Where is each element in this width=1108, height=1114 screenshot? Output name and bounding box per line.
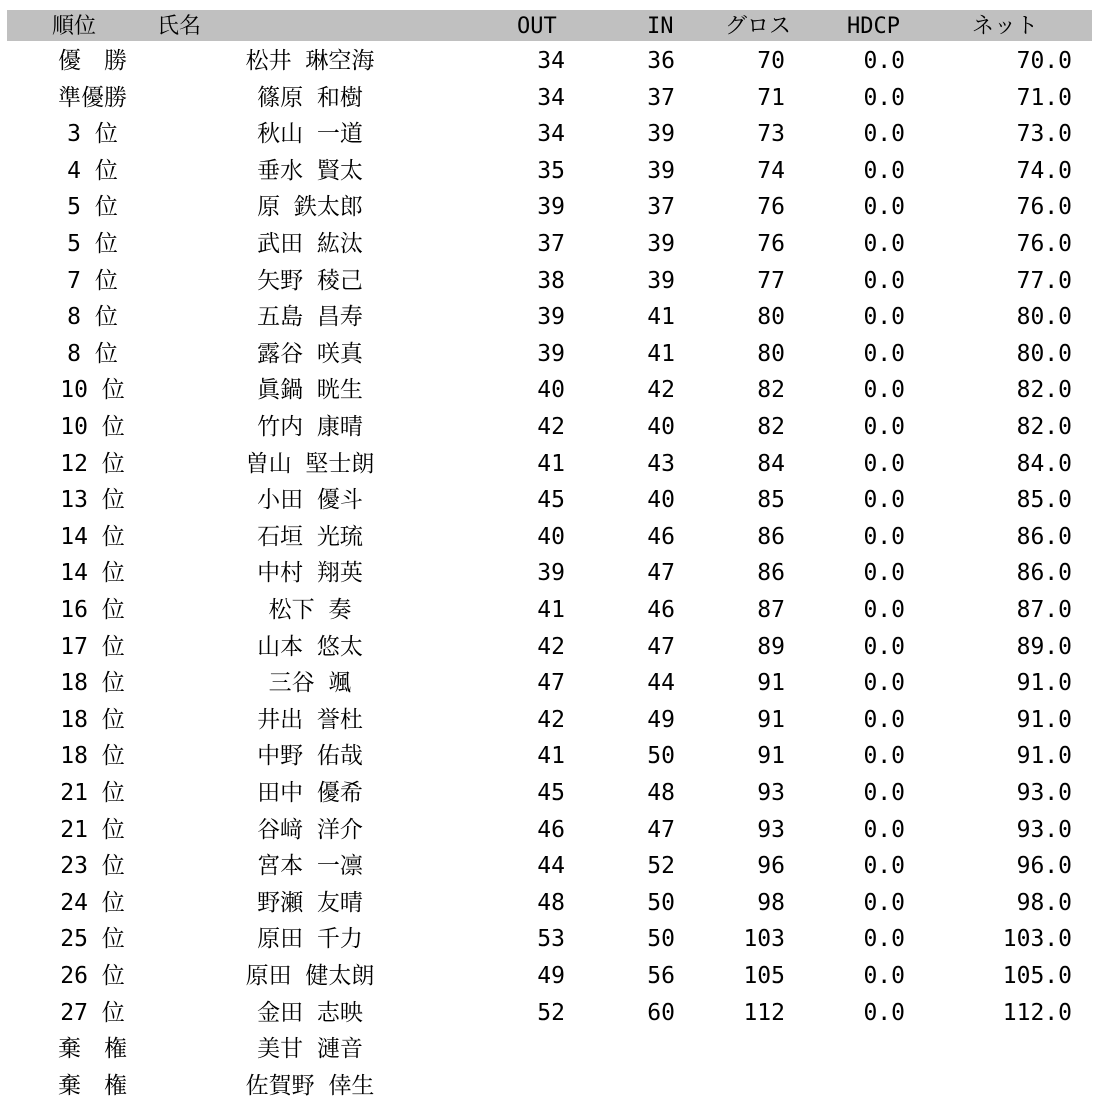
cell-net: 76.0	[1016, 194, 1072, 221]
table-row	[0, 665, 1108, 701]
cell-name: 中野 佑哉	[257, 743, 363, 770]
cell-net: 86.0	[1016, 523, 1072, 550]
cell-in: 37	[647, 194, 675, 221]
cell-out: 46	[537, 816, 565, 843]
cell-name: 垂水 賢太	[257, 157, 363, 184]
cell-hdcp: 0.0	[863, 487, 905, 514]
cell-hdcp: 0.0	[863, 267, 905, 294]
cell-rank: 8 位	[67, 304, 118, 331]
cell-in: 49	[647, 706, 675, 733]
cell-hdcp: 0.0	[863, 194, 905, 221]
header-name: 氏名	[157, 14, 202, 39]
cell-rank: 10 位	[60, 377, 125, 404]
cell-rank: 17 位	[60, 633, 125, 660]
cell-hdcp: 0.0	[863, 853, 905, 880]
cell-gross: 85	[757, 487, 785, 514]
cell-rank: 14 位	[60, 523, 125, 550]
cell-out: 44	[537, 853, 565, 880]
cell-hdcp: 0.0	[863, 706, 905, 733]
cell-net: 70.0	[1016, 48, 1072, 74]
cell-hdcp: 0.0	[863, 414, 905, 440]
cell-rank: 優 勝	[58, 48, 127, 74]
cell-in: 39	[647, 121, 675, 148]
cell-in: 40	[647, 487, 675, 514]
cell-name: 原田 千力	[257, 926, 363, 953]
cell-out	[470, 1031, 565, 1067]
cell-out: 39	[537, 304, 565, 331]
cell-in: 37	[647, 84, 675, 111]
cell-net: 112.0	[1002, 999, 1072, 1026]
table-row	[0, 409, 1108, 445]
cell-rank: 5 位	[67, 231, 118, 257]
cell-in: 56	[647, 963, 675, 989]
table-row	[0, 299, 1108, 335]
cell-gross: 80	[757, 304, 785, 331]
cell-out: 45	[537, 780, 565, 806]
cell-in: 39	[647, 231, 675, 257]
cell-hdcp: 0.0	[863, 121, 905, 148]
cell-net: 93.0	[1016, 780, 1072, 806]
cell-net: 96.0	[1016, 853, 1072, 880]
cell-rank: 27 位	[60, 999, 125, 1026]
cell-gross: 91	[757, 706, 785, 733]
table-row	[0, 519, 1108, 555]
cell-hdcp: 0.0	[863, 670, 905, 697]
cell-name: 井出 誉杜	[257, 706, 363, 733]
cell-gross: 86	[757, 523, 785, 550]
cell-net: 91.0	[1016, 670, 1072, 697]
cell-name: 中村 翔英	[257, 560, 363, 587]
cell-net: 82.0	[1016, 414, 1072, 440]
cell-out: 39	[537, 194, 565, 221]
cell-name: 原 鉄太郎	[257, 194, 363, 221]
cell-hdcp: 0.0	[863, 780, 905, 806]
header-gross: グロス	[725, 14, 792, 39]
cell-out: 52	[537, 999, 565, 1026]
cell-gross	[690, 1068, 785, 1104]
table-row	[0, 812, 1108, 848]
cell-rank: 25 位	[60, 926, 125, 953]
cell-gross: 84	[757, 450, 785, 477]
cell-gross: 82	[757, 414, 785, 440]
cell-gross: 93	[757, 816, 785, 843]
cell-gross: 91	[757, 743, 785, 770]
cell-out: 35	[537, 157, 565, 184]
cell-name: 山本 悠太	[257, 633, 363, 660]
table-row	[0, 1068, 1108, 1104]
cell-rank: 18 位	[60, 706, 125, 733]
cell-in: 44	[647, 670, 675, 697]
cell-name: 佐賀野 倖生	[245, 1072, 375, 1099]
cell-rank: 23 位	[60, 853, 125, 880]
cell-in: 47	[647, 633, 675, 660]
cell-hdcp: 0.0	[863, 157, 905, 184]
cell-rank: 21 位	[60, 816, 125, 843]
cell-net: 74.0	[1016, 157, 1072, 184]
cell-name: 宮本 一凛	[257, 853, 363, 880]
cell-gross: 80	[757, 340, 785, 367]
cell-out	[470, 1068, 565, 1104]
table-row	[0, 775, 1108, 811]
cell-in: 60	[647, 999, 675, 1026]
cell-hdcp: 0.0	[863, 84, 905, 111]
cell-in: 47	[647, 560, 675, 587]
cell-net: 85.0	[1016, 487, 1072, 514]
cell-net: 76.0	[1016, 231, 1072, 257]
cell-hdcp: 0.0	[863, 377, 905, 404]
cell-rank: 21 位	[60, 780, 125, 806]
cell-rank: 棄 権	[58, 1036, 127, 1063]
cell-hdcp: 0.0	[863, 231, 905, 257]
cell-rank: 4 位	[67, 157, 118, 184]
cell-net: 91.0	[1016, 743, 1072, 770]
cell-out: 48	[537, 889, 565, 916]
cell-net	[930, 1031, 1072, 1067]
cell-net	[930, 1068, 1072, 1104]
cell-gross: 73	[757, 121, 785, 148]
cell-in: 41	[647, 304, 675, 331]
cell-gross: 82	[757, 377, 785, 404]
cell-out: 34	[537, 121, 565, 148]
cell-gross: 74	[757, 157, 785, 184]
cell-net: 84.0	[1016, 450, 1072, 477]
cell-out: 42	[537, 706, 565, 733]
cell-name: 石垣 光琉	[257, 523, 363, 550]
table-row	[0, 1031, 1108, 1067]
cell-hdcp: 0.0	[863, 340, 905, 367]
cell-rank: 準優勝	[58, 84, 127, 111]
cell-out: 41	[537, 450, 565, 477]
cell-gross: 86	[757, 560, 785, 587]
cell-in	[580, 1068, 675, 1104]
cell-rank: 3 位	[67, 121, 118, 148]
cell-in: 52	[647, 853, 675, 880]
cell-gross: 112	[743, 999, 785, 1026]
cell-net: 87.0	[1016, 597, 1072, 623]
cell-name: 田中 優希	[257, 780, 363, 806]
cell-gross: 105	[743, 963, 785, 989]
cell-out: 45	[537, 487, 565, 514]
cell-net: 89.0	[1016, 633, 1072, 660]
cell-net: 80.0	[1016, 340, 1072, 367]
cell-name: 曽山 堅士朗	[245, 450, 375, 477]
table-row	[0, 702, 1108, 738]
header-in: IN	[647, 14, 674, 39]
cell-rank: 12 位	[60, 450, 125, 477]
cell-hdcp: 0.0	[863, 743, 905, 770]
cell-out: 40	[537, 377, 565, 404]
cell-hdcp: 0.0	[863, 450, 905, 477]
cell-gross: 76	[757, 231, 785, 257]
cell-hdcp: 0.0	[863, 560, 905, 587]
header-out: OUT	[517, 14, 557, 39]
cell-name: 原田 健太朗	[245, 963, 375, 989]
table-row	[0, 446, 1108, 482]
cell-gross: 76	[757, 194, 785, 221]
cell-in: 48	[647, 780, 675, 806]
cell-out: 53	[537, 926, 565, 953]
cell-gross: 98	[757, 889, 785, 916]
cell-gross: 91	[757, 670, 785, 697]
cell-name: 小田 優斗	[257, 487, 363, 514]
cell-in: 41	[647, 340, 675, 367]
cell-gross: 89	[757, 633, 785, 660]
cell-out: 38	[537, 267, 565, 294]
cell-net: 91.0	[1016, 706, 1072, 733]
cell-net: 103.0	[1002, 926, 1072, 953]
table-row	[0, 116, 1108, 152]
cell-net: 93.0	[1016, 816, 1072, 843]
cell-hdcp	[800, 1068, 905, 1104]
cell-out: 49	[537, 963, 565, 989]
table-row	[0, 629, 1108, 665]
cell-name: 谷﨑 洋介	[257, 816, 363, 843]
cell-hdcp: 0.0	[863, 597, 905, 623]
table-row	[0, 153, 1108, 189]
table-row	[0, 482, 1108, 518]
cell-gross: 70	[757, 48, 785, 74]
cell-net: 73.0	[1016, 121, 1072, 148]
table-header	[7, 10, 1092, 41]
table-row	[0, 555, 1108, 591]
cell-out: 34	[537, 48, 565, 74]
cell-name: 五島 昌寿	[257, 304, 363, 331]
cell-in: 50	[647, 889, 675, 916]
cell-in: 46	[647, 523, 675, 550]
cell-in	[580, 1031, 675, 1067]
cell-net: 77.0	[1016, 267, 1072, 294]
cell-rank: 7 位	[67, 267, 118, 294]
cell-net: 82.0	[1016, 377, 1072, 404]
table-row	[0, 738, 1108, 774]
cell-net: 98.0	[1016, 889, 1072, 916]
cell-gross: 71	[757, 84, 785, 111]
cell-rank: 18 位	[60, 670, 125, 697]
table-row	[0, 80, 1108, 116]
cell-out: 41	[537, 743, 565, 770]
cell-in: 43	[647, 450, 675, 477]
table-row	[0, 336, 1108, 372]
cell-in: 47	[647, 816, 675, 843]
table-row	[0, 226, 1108, 262]
cell-name: 竹内 康晴	[257, 414, 363, 440]
cell-rank: 5 位	[67, 194, 118, 221]
header-rank: 順位	[52, 14, 97, 39]
cell-in: 50	[647, 743, 675, 770]
cell-name: 三谷 颯	[268, 670, 352, 697]
cell-out: 42	[537, 633, 565, 660]
cell-rank: 13 位	[60, 487, 125, 514]
table-row	[0, 921, 1108, 957]
cell-hdcp: 0.0	[863, 926, 905, 953]
cell-name: 美甘 漣音	[257, 1036, 363, 1063]
cell-name: 篠原 和樹	[257, 84, 363, 111]
cell-name: 松下 奏	[268, 597, 352, 623]
cell-hdcp: 0.0	[863, 999, 905, 1026]
cell-name: 矢野 稜己	[257, 267, 363, 294]
cell-in: 40	[647, 414, 675, 440]
cell-rank: 18 位	[60, 743, 125, 770]
table-row	[0, 189, 1108, 225]
cell-gross	[690, 1031, 785, 1067]
table-row	[0, 885, 1108, 921]
table-row	[0, 958, 1108, 994]
header-hdcp: HDCP	[847, 14, 900, 39]
table-row	[0, 848, 1108, 884]
cell-net: 86.0	[1016, 560, 1072, 587]
cell-rank: 10 位	[60, 414, 125, 440]
cell-rank: 棄 権	[58, 1072, 127, 1099]
cell-name: 露谷 咲真	[257, 340, 363, 367]
cell-name: 野瀬 友晴	[257, 889, 363, 916]
cell-out: 37	[537, 231, 565, 257]
cell-out: 40	[537, 523, 565, 550]
cell-in: 36	[647, 48, 675, 74]
cell-out: 47	[537, 670, 565, 697]
cell-name: 金田 志映	[257, 999, 363, 1026]
cell-hdcp: 0.0	[863, 633, 905, 660]
cell-net: 105.0	[1002, 963, 1072, 989]
cell-gross: 77	[757, 267, 785, 294]
cell-in: 46	[647, 597, 675, 623]
cell-gross: 87	[757, 597, 785, 623]
cell-hdcp: 0.0	[863, 304, 905, 331]
cell-out: 39	[537, 560, 565, 587]
cell-hdcp	[800, 1031, 905, 1067]
cell-rank: 24 位	[60, 889, 125, 916]
cell-net: 71.0	[1016, 84, 1072, 111]
cell-out: 42	[537, 414, 565, 440]
cell-in: 39	[647, 267, 675, 294]
cell-out: 41	[537, 597, 565, 623]
cell-net: 80.0	[1016, 304, 1072, 331]
cell-name: 松井 琳空海	[245, 48, 375, 74]
cell-hdcp: 0.0	[863, 963, 905, 989]
cell-hdcp: 0.0	[863, 816, 905, 843]
header-net: ネット	[972, 14, 1039, 39]
cell-gross: 93	[757, 780, 785, 806]
cell-hdcp: 0.0	[863, 523, 905, 550]
cell-rank: 16 位	[60, 597, 125, 623]
cell-out: 34	[537, 84, 565, 111]
cell-name: 武田 紘汰	[257, 231, 363, 257]
cell-name: 秋山 一道	[257, 121, 363, 148]
cell-rank: 26 位	[60, 963, 125, 989]
cell-gross: 103	[743, 926, 785, 953]
cell-gross: 96	[757, 853, 785, 880]
cell-in: 50	[647, 926, 675, 953]
cell-hdcp: 0.0	[863, 889, 905, 916]
cell-rank: 14 位	[60, 560, 125, 587]
cell-in: 42	[647, 377, 675, 404]
cell-hdcp: 0.0	[863, 48, 905, 74]
table-row	[0, 43, 1108, 79]
cell-name: 眞鍋 晄生	[257, 377, 363, 404]
cell-out: 39	[537, 340, 565, 367]
table-row	[0, 372, 1108, 408]
cell-in: 39	[647, 157, 675, 184]
table-row	[0, 263, 1108, 299]
table-row	[0, 995, 1108, 1031]
table-row	[0, 592, 1108, 628]
cell-rank: 8 位	[67, 340, 118, 367]
